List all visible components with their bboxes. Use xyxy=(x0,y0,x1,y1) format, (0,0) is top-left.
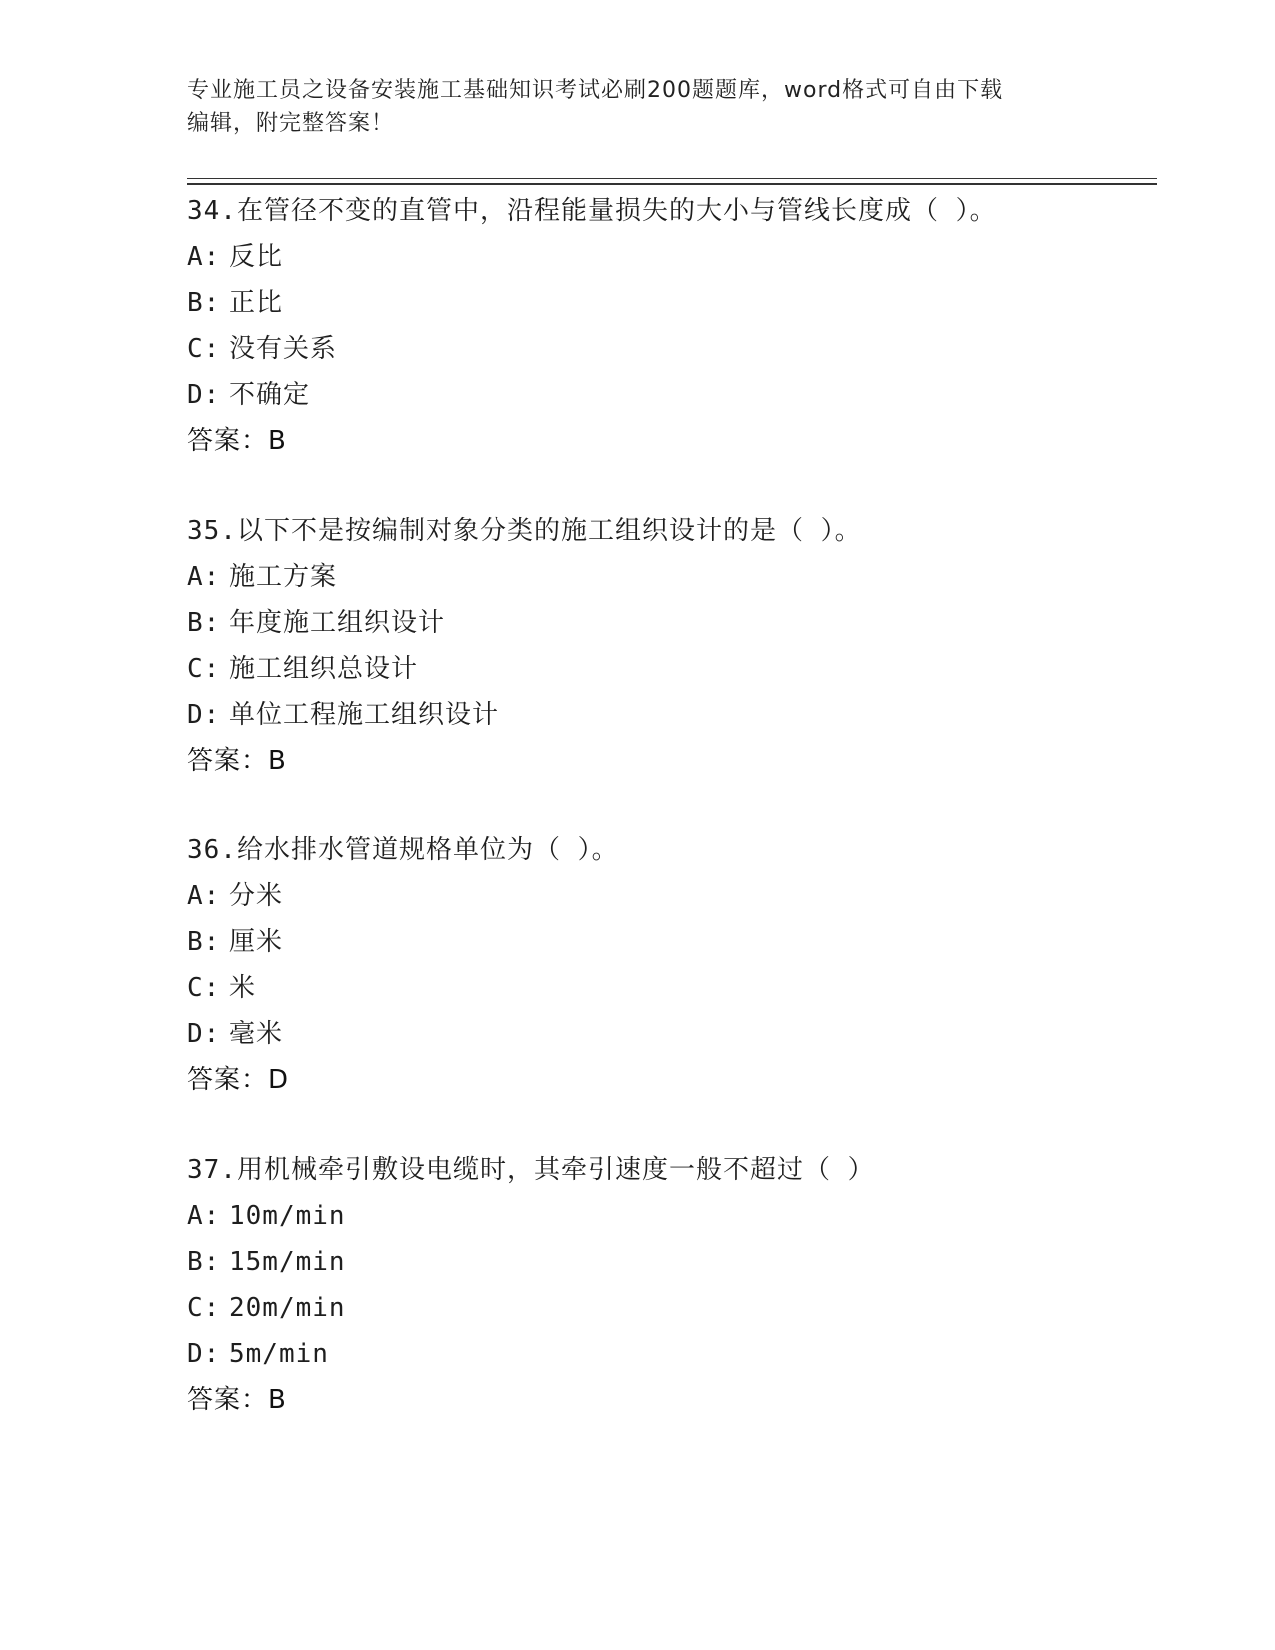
question-36 xyxy=(187,827,1167,1103)
option-d xyxy=(187,1331,1167,1377)
option-key: C: xyxy=(187,973,221,1003)
option-key: C: xyxy=(187,654,221,684)
option-key: A: xyxy=(187,242,221,272)
option-text: 单位工程施工组织设计 xyxy=(229,700,500,730)
answer: 答案：B xyxy=(187,426,287,456)
question-37 xyxy=(187,1147,1167,1423)
answer: 答案：D xyxy=(187,1065,290,1095)
question-stem: 34.在管径不变的直管中，沿程能量损失的大小与管线长度成（ ）。 xyxy=(187,196,997,226)
option-key: D: xyxy=(187,700,221,730)
option-text: 厘米 xyxy=(229,927,284,957)
option-text: 反比 xyxy=(229,242,284,272)
question-stem: 36.给水排水管道规格单位为（ ）。 xyxy=(187,835,619,865)
option-a xyxy=(187,873,1167,919)
option-key: D: xyxy=(187,1339,221,1369)
option-key: B: xyxy=(187,927,221,957)
option-text: 不确定 xyxy=(229,380,311,410)
option-b xyxy=(187,919,1167,965)
question-35 xyxy=(187,508,1167,784)
header-line-1: 专业施工员之设备安装施工基础知识考试必刷200题题库，word格式可自由下载 xyxy=(187,78,1004,103)
option-text: 20m/min xyxy=(229,1293,346,1323)
option-text: 15m/min xyxy=(229,1247,346,1277)
option-text: 正比 xyxy=(229,288,284,318)
option-a xyxy=(187,554,1167,600)
option-a xyxy=(187,234,1167,280)
option-text: 毫米 xyxy=(229,1019,284,1049)
option-c xyxy=(187,1285,1167,1331)
header-divider-thick xyxy=(187,183,1157,185)
answer: 答案：B xyxy=(187,746,287,776)
option-text: 米 xyxy=(229,973,257,1003)
option-d xyxy=(187,692,1167,738)
option-key: A: xyxy=(187,881,221,911)
option-key: B: xyxy=(187,1247,221,1277)
header-divider-thin xyxy=(187,178,1157,179)
answer: 答案：B xyxy=(187,1385,287,1415)
question-stem: 37.用机械牵引敷设电缆时，其牵引速度一般不超过（ ） xyxy=(187,1155,875,1185)
option-c xyxy=(187,646,1167,692)
option-key: A: xyxy=(187,1201,221,1231)
option-c xyxy=(187,965,1167,1011)
option-key: C: xyxy=(187,1293,221,1323)
option-key: D: xyxy=(187,380,221,410)
option-key: D: xyxy=(187,1019,221,1049)
option-a xyxy=(187,1193,1167,1239)
document-header xyxy=(187,74,1087,140)
option-key: C: xyxy=(187,334,221,364)
option-text: 10m/min xyxy=(229,1201,346,1231)
option-text: 施工方案 xyxy=(229,562,338,592)
option-c xyxy=(187,326,1167,372)
option-b xyxy=(187,280,1167,326)
option-text: 施工组织总设计 xyxy=(229,654,419,684)
option-key: A: xyxy=(187,562,221,592)
option-d xyxy=(187,372,1167,418)
option-b xyxy=(187,1239,1167,1285)
option-text: 分米 xyxy=(229,881,284,911)
option-text: 没有关系 xyxy=(229,334,338,364)
option-b xyxy=(187,600,1167,646)
option-key: B: xyxy=(187,608,221,638)
option-text: 年度施工组织设计 xyxy=(229,608,446,638)
option-text: 5m/min xyxy=(229,1339,329,1369)
option-d xyxy=(187,1011,1167,1057)
question-stem: 35.以下不是按编制对象分类的施工组织设计的是（ ）。 xyxy=(187,516,862,546)
question-34 xyxy=(187,188,1167,464)
option-key: B: xyxy=(187,288,221,318)
header-line-2: 编辑，附完整答案！ xyxy=(187,111,395,136)
